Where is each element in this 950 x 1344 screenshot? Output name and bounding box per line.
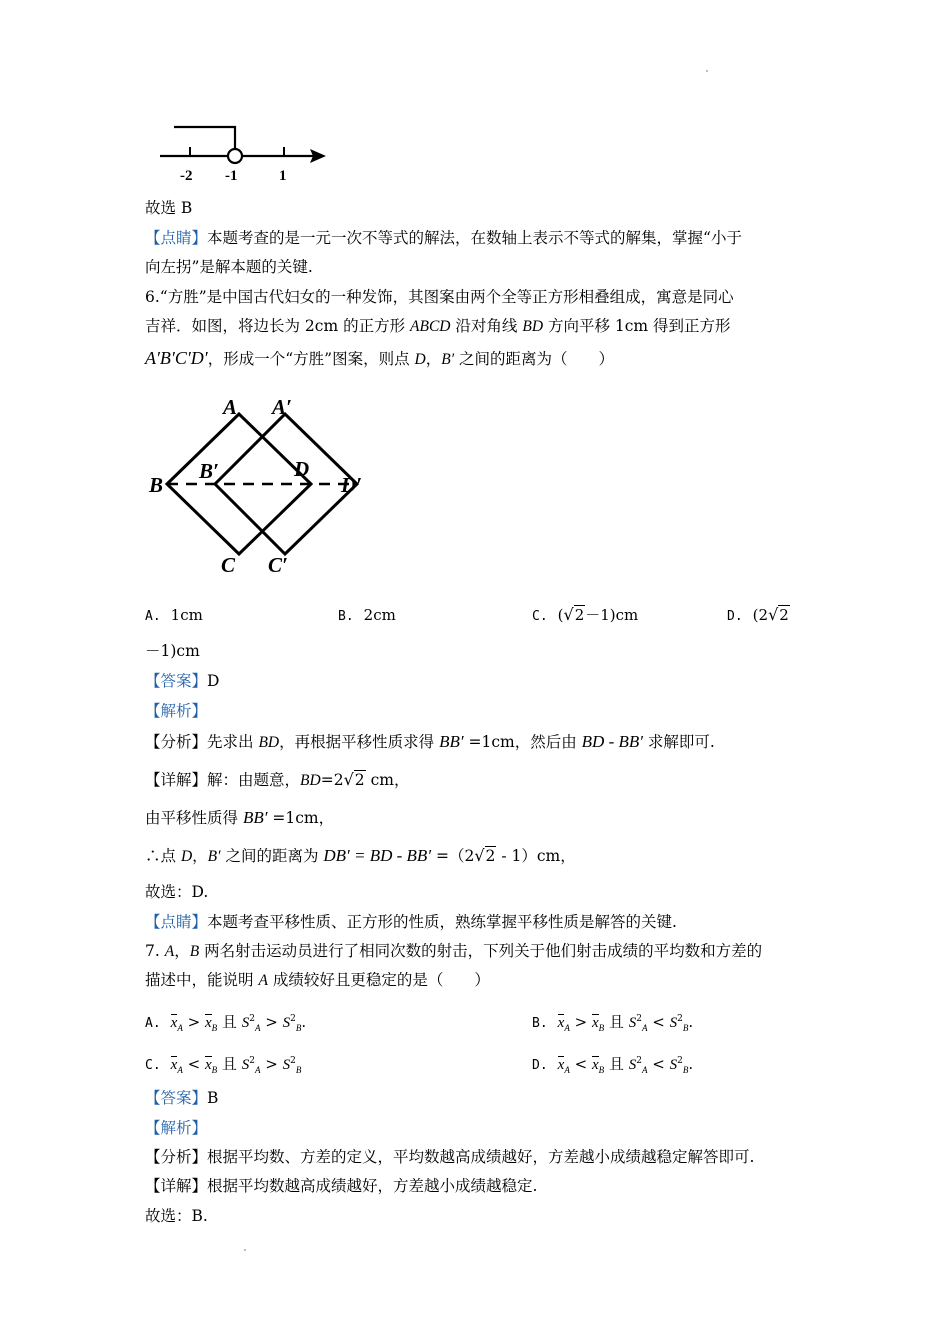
q7-answer: 【答案】B [145,1089,219,1107]
label-d-prime: D′ [341,473,363,497]
label-b: B [149,473,164,497]
number-line-figure [150,118,335,188]
tick-label: -2 [180,168,193,184]
q7-fenxi: 【分析】根据平均数、方差的定义，平均数越高成绩越好，方差越小成绩越稳定解答即可. [145,1148,755,1166]
label-c: C [221,553,236,577]
q7-choice: 故选：B. [145,1207,208,1225]
q5-comment-line-1 [145,227,742,249]
label-a-prime: A′ [272,395,292,419]
q7-stem-line-2: 描述中，能说明 A 成绩较好且更稳定的是（ ） [145,971,490,989]
q6-option-d[interactable]: D. (2√2 [727,605,789,624]
tick-label: 1 [279,168,287,184]
q5-comment-line-2: 向左拐”是解本题的关键. [145,258,313,276]
q7-xiangjie: 【详解】根据平均数越高成绩越好，方差越小成绩越稳定. [145,1177,538,1195]
solution-bracket [174,127,235,149]
q6-step-3: ∴点 D，B′ 之间的距离为 DB′ = BD - BB′ =（2√2 - 1）cm， [145,846,576,865]
q7-option-c[interactable]: C. $x_A < x_B$ 且 $S^2_A > S^2_B$ [145,1055,302,1075]
q6-stem-line-2: 吉祥．如图，将边长为 2cm 的正方形 ABCD 沿对角线 BD 方向平移 1cm 得到正方形 [145,317,731,335]
q6-option-d-wrap: －1)cm [145,642,200,660]
q7-option-b[interactable]: B. $x_A > x_B$ 且 $S^2_A < S^2_B$. [532,1013,694,1033]
label-b-prime: B′ [199,459,219,483]
q6-choice: 故选：D. [145,883,209,901]
q6-stem-line-3: A′B′C′D′，形成一个“方胜”图案，则点 D，B′ 之间的距离为（ ） [145,348,615,368]
q6-option-c[interactable]: C. (√2－1)cm [532,605,639,624]
label-c-prime: C′ [268,553,288,577]
tick-label: -1 [225,168,238,184]
q7-analysis-label: 【解析】 [145,1119,208,1137]
scan-dot [244,1249,246,1251]
q6-xiangjie: 【详解】解：由题意，BD=2√2 cm， [145,770,410,789]
fangsheng-figure [145,388,385,583]
q6-fenxi: 【分析】先求出 BD，再根据平移性质求得 BB′ =1cm，然后由 BD - BB′ 求解即可. [145,732,715,751]
label-a: A [223,395,238,419]
open-circle [228,149,242,163]
comment-label: 【点睛】 [145,229,208,247]
q6-option-b[interactable]: B. 2cm [338,606,396,624]
q7-option-d[interactable]: D. $x_A < x_B$ 且 $S^2_A < S^2_B$. [532,1055,694,1075]
q6-step-2: 由平移性质得 BB′ =1cm， [145,808,335,827]
q6-answer: 【答案】D [145,672,220,690]
q7-option-a[interactable]: A. $x_A > x_B$ 且 $S^2_A > S^2_B$. [145,1013,307,1033]
label-d: D [294,457,310,481]
q6-analysis-label: 【解析】 [145,702,208,720]
scan-dot [706,70,708,72]
q6-stem-line-1: 6.“方胜”是中国古代妇女的一种发饰，其图案由两个全等正方形相叠组成，寓意是同心 [145,288,734,306]
q6-comment: 【点睛】本题考查平移性质、正方形的性质，熟练掌握平移性质是解答的关键. [145,913,677,931]
comment-text: 本题考查的是一元一次不等式的解法，在数轴上表示不等式的解集，掌握“小于 [207,229,742,247]
q5-choice: 故选 B [145,199,193,217]
q7-stem-line-1: 7. A，B 两名射击运动员进行了相同次数的射击，下列关于他们射击成绩的平均数和方差的 [145,942,763,960]
q6-option-a[interactable]: A. 1cm [145,606,203,624]
